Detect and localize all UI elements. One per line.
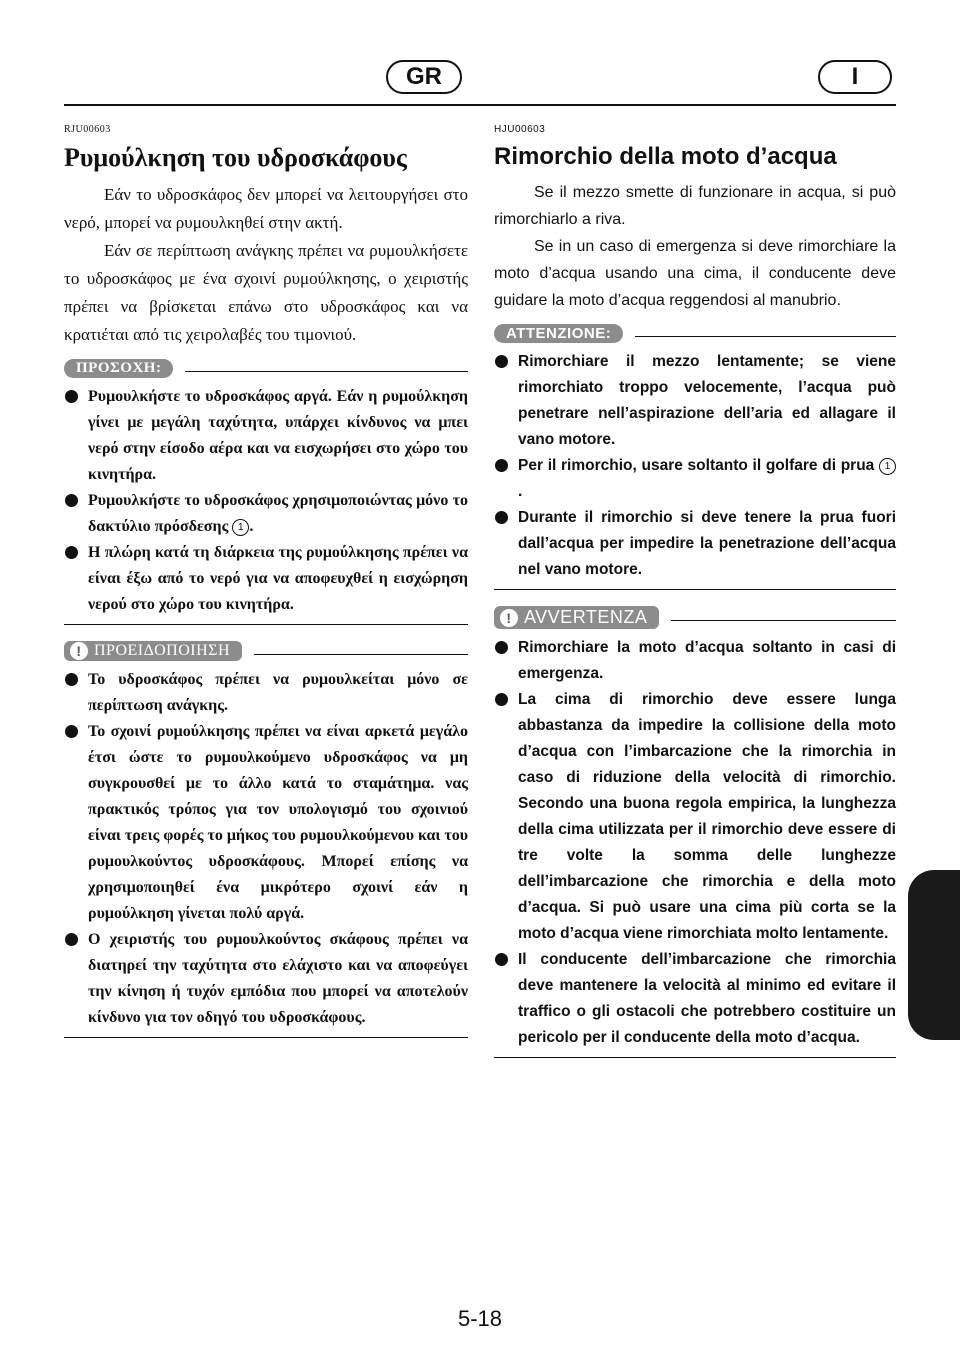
caution-label: ATTENZIONE: [494,324,623,343]
warning-item: Το υδροσκάφος πρέπει να ρυμουλκείται μόνο σε περίπτωση ανάγκης. [64,667,468,719]
bullet-icon [65,933,78,946]
section-end-rule [494,589,896,590]
warning-icon: ! [70,642,88,660]
warning-header [494,606,896,629]
reference-number-icon: 1 [232,519,249,536]
warning-icon: ! [500,609,518,627]
label-rule [671,620,896,621]
warning-label: ! AVVERTENZA [494,606,659,629]
caution-item: Rimorchiare il mezzo lentamente; se viene rimorchiato troppo velocemente, l’acqua può penetrare nell’aspirazione dell’aria ed allagare il vano motore. [494,349,896,453]
bullet-icon [495,693,508,706]
section-end-rule [64,1037,468,1038]
caution-header [494,324,896,343]
warning-header [64,641,468,661]
caution-list [64,384,468,618]
section-title: Ρυμούλκηση του υδροσκάφους [64,143,407,172]
label-rule [185,371,468,372]
bullet-icon [495,355,508,368]
caution-item: Η πλώρη κατά τη διάρκεια της ρυμούλκησης πρέπει να είναι έξω από το νερό για να αποφευχθεί η εισχώρηση νερού στο χώρο του κινητήρα. [64,540,468,618]
caution-label: ΠΡΟΣΟΧΗ: [64,359,173,378]
warning-item: Il conducente dell’imbarcazione che rimorchia deve mantenere la velocità al minimo ed evitare il traffico o gli ostacoli che potrebbero costituire un pericolo per il conducente della moto d’acqua. [494,947,896,1051]
warning-item: La cima di rimorchio deve essere lunga abbastanza da impedire la collisione della moto d’acqua con l’imbarcazione che la rimorchia in caso di riduzione della velocità di rimorchio. Secondo una buona regola empirica, la lunghezza della cima utilizzata per il rimorchio deve essere di tre volte la somma delle lunghezze dell’imbarcazione che rimorchia e della moto d’acqua. Si può usare una cima più corta se la moto d’acqua viene rimorchiata molto lentamente. [494,687,896,947]
bullet-icon [495,511,508,524]
language-badge-greek: GR [386,60,462,94]
caution-list [494,349,896,583]
bullet-icon [495,953,508,966]
warning-list [494,635,896,1051]
warning-item: Ο χειριστής του ρυμουλκούντος σκάφους πρέπει να διατηρεί την ταχύτητα στο ελάχιστο και να αποφεύγει την κίνηση ή τυχόν εμπόδια που μπορεί να αποτελούν κίνδυνο για τον οδηγό του υδροσκάφους. [64,927,468,1031]
bullet-icon [65,390,78,403]
paragraph: Se in un caso di emergenza si deve rimorchiare la moto d’acqua usando una cima, il conducente deve guidare la moto d’acqua reggendosi al manubrio. [494,238,896,309]
bullet-icon [65,673,78,686]
warning-list [64,667,468,1031]
caution-item: Per il rimorchio, usare soltanto il golfare di prua 1. [494,453,896,505]
italian-column [494,124,896,1074]
caution-header [64,359,468,378]
section-title: Rimorchio della moto d’acqua [494,143,837,170]
section-end-rule [494,1057,896,1058]
caution-item: Durante il rimorchio si deve tenere la prua fuori dall’acqua per impedire la penetrazione dell’acqua nel vano motore. [494,505,896,583]
paragraph: Εάν το υδροσκάφος δεν μπορεί να λειτουργήσει στο νερό, μπορεί να ρυμουλκηθεί στην ακτή. [64,185,468,232]
page-number: 5-18 [457,1306,503,1331]
label-rule [254,654,468,655]
greek-column [64,124,468,1054]
caution-item: Ρυμουλκήστε το υδροσκάφος χρησιμοποιώντας μόνο το δακτύλιο πρόσδεσης 1 . [64,488,468,540]
header-rule [64,104,896,106]
section-code: RJU00603 [64,124,111,135]
bullet-icon [495,641,508,654]
reference-number-icon: 1 [879,458,896,475]
warning-label: ! ΠΡΟΕΙΔΟΠΟΙΗΣΗ [64,641,242,661]
caution-item: Ρυμουλκήστε το υδροσκάφος αργά. Εάν η ρυμούλκηση γίνει με μεγάλη ταχύτητα, υπάρχει κίνδυνος να μπει νερό στην είσοδο αέρα και να εισχωρήσει στο χώρο του κινητήρα. [64,384,468,488]
language-badge-italian: I [818,60,892,94]
section-code: HJU00603 [494,124,546,135]
bullet-icon [65,494,78,507]
warning-item: Το σχοινί ρυμούλκησης πρέπει να είναι αρκετά μεγάλο έτσι ώστε το ρυμουλκούμενο υδροσκάφος να μη συγκρουσθεί με το άλλο κατά το σταμάτημα. νας πρακτικός τρόπος για τον υπολογισμό του σχοινιού είναι τρεις φορές το μήκος του ρυμουλκούμενου και του ρυμουλκούντος υδροσκάφους. Μπορεί επίσης να χρησιμοποιηθεί ένα μικρότερο σχοινί εάν η ρυμούλκηση γίνεται πολύ αργά. [64,719,468,927]
bullet-icon [495,459,508,472]
paragraph: Se il mezzo smette di funzionare in acqua, si può rimorchiarlo a riva. [494,184,896,228]
bullet-icon [65,725,78,738]
bullet-icon [65,546,78,559]
chapter-side-tab [908,870,960,1040]
section-end-rule [64,624,468,625]
warning-item: Rimorchiare la moto d’acqua soltanto in casi di emergenza. [494,635,896,687]
label-rule [635,336,896,337]
paragraph: Εάν σε περίπτωση ανάγκης πρέπει να ρυμουλκήσετε το υδροσκάφος με ένα σχοινί ρυμούλκησης, ο χειριστής πρέπει να βρίσκεται επάνω στο υδροσκάφος και να κρατιέται από τις χειρολαβές του τιμονιού. [64,241,468,344]
